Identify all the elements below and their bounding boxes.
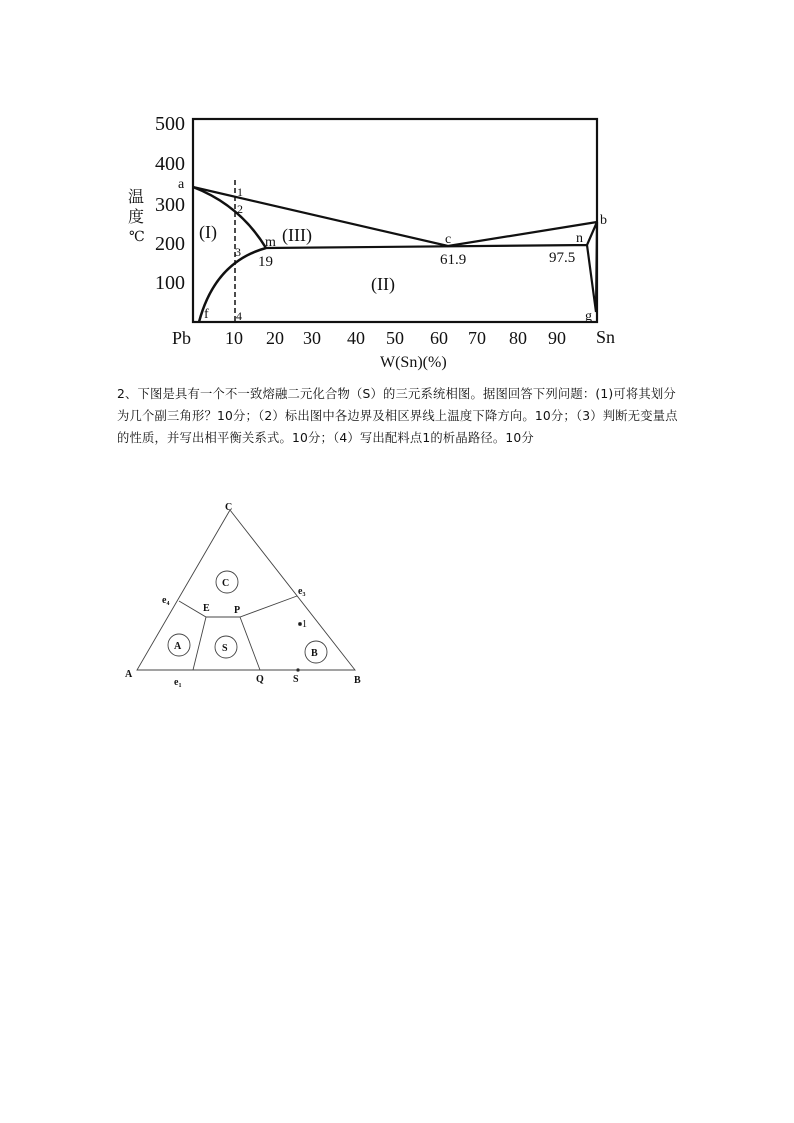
point-e: E [203, 603, 210, 614]
point-e4: $e_4$ [162, 595, 170, 607]
vertex-b: B [354, 675, 361, 686]
vertex-c: C [225, 502, 233, 513]
point-g: g [585, 309, 592, 324]
x-axis-label: W(Sn)(%) [380, 354, 447, 371]
y-ticks [155, 113, 185, 294]
vertex-a: A [125, 669, 133, 680]
x-tick: 50 [386, 328, 404, 348]
point-e1: $e_1$ [174, 677, 182, 689]
point-m: m [265, 235, 276, 250]
liquidus-line [193, 187, 597, 246]
point-n: n [576, 231, 583, 246]
solvus-alpha-curve [199, 248, 266, 322]
point-b: b [600, 213, 607, 228]
x-tick: 70 [468, 328, 486, 348]
point-p: P [234, 605, 241, 616]
point-2: 2 [237, 202, 243, 216]
ternary-labels [125, 502, 361, 689]
x-tick: Sn [596, 327, 616, 347]
point-f: f [204, 307, 209, 322]
x-tick: 40 [347, 328, 365, 348]
value-n: 97.5 [549, 250, 576, 266]
y-label-char: 温 [128, 189, 145, 206]
region-c-label: C [222, 578, 230, 589]
y-tick: 500 [155, 113, 185, 135]
x-tick: 90 [548, 328, 566, 348]
region-labels [199, 222, 395, 295]
region-b-label: B [311, 648, 318, 659]
pb-sn-phase-diagram [193, 119, 597, 322]
point-3: 3 [235, 245, 241, 259]
y-tick: 400 [155, 153, 185, 175]
region-a-label: A [174, 641, 182, 652]
point-s: S [293, 674, 299, 685]
point-q: Q [256, 674, 264, 685]
x-tick: 80 [509, 328, 527, 348]
value-c: 61.9 [440, 252, 467, 268]
point-1: 1 [302, 619, 307, 630]
x-tick: 30 [303, 328, 321, 348]
x-tick: 20 [266, 328, 284, 348]
y-axis-label [128, 188, 145, 245]
region-I: (I) [199, 222, 217, 242]
region-s-label: S [222, 643, 228, 654]
point-a: a [178, 177, 185, 192]
y-label-char: ℃ [129, 230, 145, 245]
x-tick: Pb [172, 328, 192, 348]
region-III: (III) [282, 225, 312, 245]
point-e3: $e_3$ [298, 586, 306, 598]
triangle-abc [137, 510, 355, 670]
y-tick: 200 [155, 233, 185, 255]
y-tick: 300 [155, 194, 185, 216]
value-m: 19 [258, 254, 273, 270]
ternary-diagram [137, 510, 355, 671]
x-ticks [172, 327, 615, 348]
question-text: 2、下图是具有一个不一致熔融二元化合物（S）的三元系统相图。据图回答下列问题：(1)可将其划分为几个副三角形？10分；（2）标出图中各边界及相区界线上温度下降方向。10分；（3）判断无变量点的性质，并写出相平衡关系式。10分；（4）写出配料点1的析晶路径。10分 [117, 387, 678, 445]
y-label-char: 度 [128, 209, 145, 226]
x-tick: 60 [430, 328, 448, 348]
point-s-dot [297, 669, 300, 672]
point-1: 1 [237, 185, 243, 199]
x-tick: 10 [225, 328, 243, 348]
point-4: 4 [236, 309, 242, 323]
eutectic-line [266, 222, 597, 312]
region-II: (II) [371, 274, 395, 294]
y-tick: 100 [155, 272, 185, 294]
point-c: c [445, 232, 452, 247]
plot-frame [193, 119, 597, 322]
